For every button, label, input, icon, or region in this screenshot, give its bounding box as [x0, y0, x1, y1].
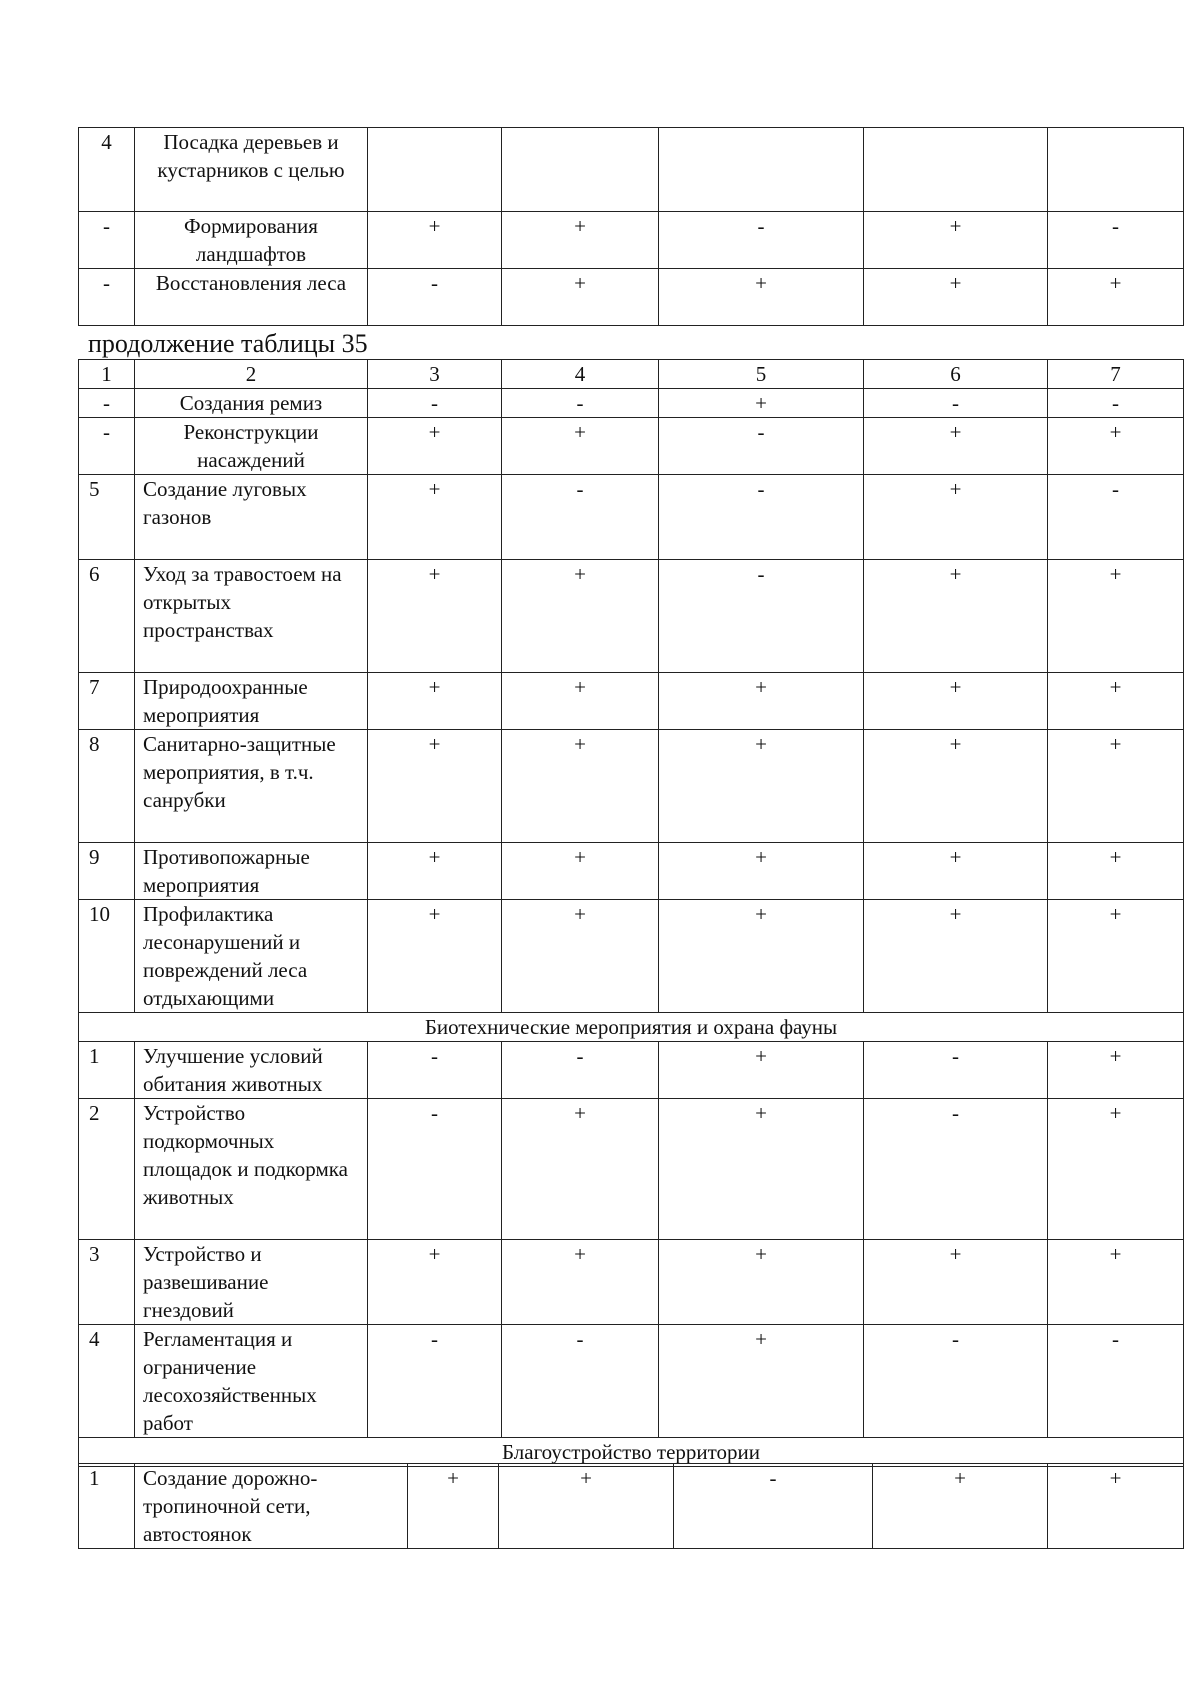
cell: + — [502, 560, 659, 673]
cell: - — [1048, 212, 1184, 269]
table-caption: продолжение таблицы 35 — [88, 329, 368, 358]
row-name: Посадка деревьев и кустарников с целью — [135, 128, 368, 212]
row-name: Восстановления леса — [135, 269, 368, 326]
cell: + — [368, 673, 502, 730]
row-number: 1 — [79, 1464, 135, 1549]
cell: + — [864, 900, 1048, 1013]
cell: + — [659, 900, 864, 1013]
cell — [368, 128, 502, 212]
row-number: - — [79, 212, 135, 269]
table-continuation — [78, 359, 1184, 1467]
cell: + — [659, 1099, 864, 1240]
row-name: Регламентация и ограничение лесохозяйственных работ — [135, 1325, 368, 1438]
cell: + — [659, 1042, 864, 1099]
table-row — [79, 269, 1184, 326]
cell: + — [502, 673, 659, 730]
cell — [659, 128, 864, 212]
cell: + — [864, 560, 1048, 673]
row-number: - — [79, 389, 135, 418]
cell: - — [864, 389, 1048, 418]
row-number: - — [79, 418, 135, 475]
cell: + — [864, 212, 1048, 269]
cell: + — [864, 730, 1048, 843]
cell: + — [864, 269, 1048, 326]
cell: + — [368, 730, 502, 843]
row-number: - — [79, 269, 135, 326]
section-row — [79, 1013, 1184, 1042]
row-name: Санитарно-защитные мероприятия, в т.ч. санрубки — [135, 730, 368, 843]
row-name: Уход за травостоем на открытых пространствах — [135, 560, 368, 673]
row-name: Профилактика лесонарушений и повреждений леса отдыхающими — [135, 900, 368, 1013]
table-row — [79, 389, 1184, 418]
cell: + — [659, 269, 864, 326]
header-cell: 3 — [368, 360, 502, 389]
section-title-blag: Благоустройство территории — [79, 1438, 1184, 1467]
row-name: Природоохранные мероприятия — [135, 673, 368, 730]
table-row — [79, 212, 1184, 269]
cell: - — [659, 418, 864, 475]
cell: + — [368, 475, 502, 560]
cell: + — [368, 843, 502, 900]
cell: + — [1048, 673, 1184, 730]
cell: - — [368, 389, 502, 418]
cell: + — [659, 1325, 864, 1438]
cell: + — [659, 389, 864, 418]
table-row — [79, 1042, 1184, 1099]
cell: - — [864, 1325, 1048, 1438]
cell: - — [502, 389, 659, 418]
row-number: 5 — [79, 475, 135, 560]
header-cell: 4 — [502, 360, 659, 389]
row-name: Создание дорожно-тропиночной сети, автостоянок — [135, 1464, 408, 1549]
row-number: 9 — [79, 843, 135, 900]
cell: - — [864, 1042, 1048, 1099]
table-row — [79, 1325, 1184, 1438]
cell: + — [502, 418, 659, 475]
cell: - — [659, 475, 864, 560]
table-blag — [78, 1463, 1184, 1549]
table-row — [79, 900, 1184, 1013]
cell: + — [864, 673, 1048, 730]
cell: + — [368, 1240, 502, 1325]
cell: + — [659, 843, 864, 900]
cell: - — [368, 1042, 502, 1099]
row-number: 4 — [79, 128, 135, 212]
cell: + — [368, 418, 502, 475]
cell: + — [1048, 418, 1184, 475]
row-number: 10 — [79, 900, 135, 1013]
table-row — [79, 1464, 1184, 1549]
cell: - — [659, 560, 864, 673]
header-cell: 6 — [864, 360, 1048, 389]
row-name: Противопожарные мероприятия — [135, 843, 368, 900]
row-number: 8 — [79, 730, 135, 843]
cell: + — [502, 843, 659, 900]
table-row — [79, 1099, 1184, 1240]
cell: + — [864, 1240, 1048, 1325]
cell — [864, 128, 1048, 212]
cell: - — [864, 1099, 1048, 1240]
cell: + — [864, 475, 1048, 560]
table-row — [79, 418, 1184, 475]
table-top-fragment — [78, 127, 1184, 326]
cell: + — [1048, 1240, 1184, 1325]
header-cell: 2 — [135, 360, 368, 389]
table-row — [79, 1240, 1184, 1325]
cell: + — [873, 1464, 1048, 1549]
cell — [1048, 128, 1184, 212]
row-number: 2 — [79, 1099, 135, 1240]
row-number: 4 — [79, 1325, 135, 1438]
cell: + — [502, 1240, 659, 1325]
row-name: Создания ремиз — [135, 389, 368, 418]
cell: + — [499, 1464, 674, 1549]
table-row — [79, 128, 1184, 212]
cell: + — [502, 730, 659, 843]
cell: + — [659, 673, 864, 730]
cell: - — [502, 1042, 659, 1099]
cell: + — [368, 900, 502, 1013]
row-name: Устройство и развешивание гнездовий — [135, 1240, 368, 1325]
table-row — [79, 560, 1184, 673]
header-cell: 1 — [79, 360, 135, 389]
cell: - — [368, 1099, 502, 1240]
cell: + — [659, 730, 864, 843]
cell: + — [1048, 1042, 1184, 1099]
row-name: Формирования ландшафтов — [135, 212, 368, 269]
cell: + — [1048, 1099, 1184, 1240]
cell: + — [408, 1464, 499, 1549]
header-cell: 7 — [1048, 360, 1184, 389]
cell: + — [864, 418, 1048, 475]
row-name: Устройство подкормочных площадок и подкормка животных — [135, 1099, 368, 1240]
row-number: 6 — [79, 560, 135, 673]
header-row — [79, 360, 1184, 389]
cell: + — [659, 1240, 864, 1325]
row-number: 7 — [79, 673, 135, 730]
cell: - — [368, 269, 502, 326]
cell: + — [502, 212, 659, 269]
cell: + — [502, 269, 659, 326]
cell: + — [502, 900, 659, 1013]
cell: - — [502, 475, 659, 560]
cell: - — [674, 1464, 873, 1549]
cell: + — [1048, 560, 1184, 673]
header-cell: 5 — [659, 360, 864, 389]
row-number: 3 — [79, 1240, 135, 1325]
section-title-bio: Биотехнические мероприятия и охрана фауны — [79, 1013, 1184, 1042]
row-name: Улучшение условий обитания животных — [135, 1042, 368, 1099]
cell: + — [368, 560, 502, 673]
cell: + — [502, 1099, 659, 1240]
row-number: 1 — [79, 1042, 135, 1099]
cell: - — [1048, 475, 1184, 560]
cell: + — [864, 843, 1048, 900]
cell: - — [368, 1325, 502, 1438]
cell: + — [1048, 900, 1184, 1013]
row-name: Реконструкции насаждений — [135, 418, 368, 475]
cell: + — [1048, 843, 1184, 900]
cell: - — [502, 1325, 659, 1438]
cell: - — [1048, 389, 1184, 418]
cell: - — [1048, 1325, 1184, 1438]
table-row — [79, 843, 1184, 900]
cell: - — [659, 212, 864, 269]
cell: + — [1048, 269, 1184, 326]
cell: + — [1048, 1464, 1184, 1549]
table-row — [79, 673, 1184, 730]
table-row — [79, 730, 1184, 843]
cell: + — [368, 212, 502, 269]
row-name: Создание луговых газонов — [135, 475, 368, 560]
table-row — [79, 475, 1184, 560]
cell: + — [1048, 730, 1184, 843]
cell — [502, 128, 659, 212]
